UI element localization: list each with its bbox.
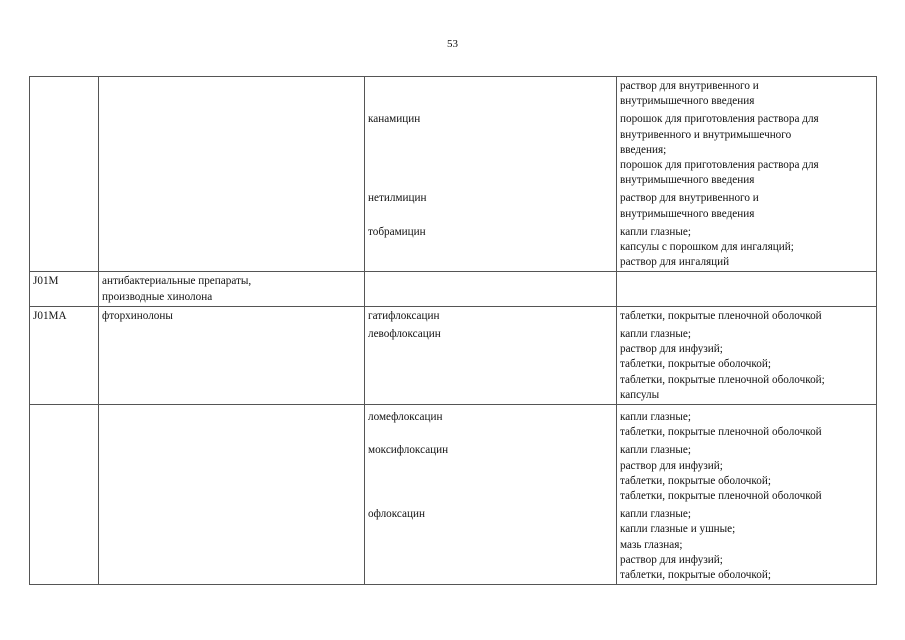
dosage-form-line: введения; [620, 143, 667, 156]
drug-name-cell: ломефлоксацин [365, 405, 617, 442]
atc-code-cell [30, 325, 99, 405]
drug-name-cell [365, 77, 617, 111]
dosage-form-line: капли глазные; [620, 225, 692, 238]
atc-code-cell [30, 223, 99, 272]
dosage-forms-cell [617, 325, 877, 405]
dosage-form-line: таблетки, покрытые пленочной оболочкой; [620, 373, 825, 386]
drug-table [29, 76, 877, 585]
dosage-form-line: порошок для приготовления раствора для [620, 113, 819, 126]
dosage-form-line: раствор для внутривенного и [620, 80, 759, 92]
drug-name-cell [365, 272, 617, 306]
dosage-form-line: раствор для инфузий; [620, 343, 723, 356]
atc-code-cell [30, 505, 99, 585]
atc-code-cell: J01M [30, 272, 99, 306]
group-name-line: производные хинолона [102, 290, 213, 303]
dosage-form-line: таблетки, покрытые пленочной оболочкой [620, 490, 822, 503]
group-name-cell [99, 272, 365, 306]
dosage-form-line: внутримышечного введения [620, 207, 755, 220]
dosage-form-line: капли глазные; [620, 444, 692, 457]
drug-name-cell: канамицин [365, 110, 617, 189]
dosage-form-line: капли глазные; [620, 411, 692, 424]
dosage-form-line: раствор для ингаляций [620, 256, 730, 269]
group-name-cell [99, 189, 365, 222]
dosage-form-line: капсулы с порошком для ингаляций; [620, 241, 794, 254]
dosage-form-line: мазь глазная; [620, 538, 683, 551]
group-name-cell [99, 306, 365, 325]
group-name-cell [99, 77, 365, 111]
group-name-cell [99, 505, 365, 585]
atc-code-cell [30, 405, 99, 442]
dosage-forms-cell [617, 77, 877, 111]
atc-code-cell [30, 441, 99, 505]
table-row [30, 77, 877, 111]
table-row [30, 110, 877, 189]
atc-code-cell: J01MA [30, 306, 99, 325]
drug-name-cell: офлоксацин [365, 505, 617, 585]
drug-name-cell: нетилмицин [365, 189, 617, 222]
dosage-forms-cell [617, 223, 877, 272]
table-row [30, 505, 877, 585]
drug-name-cell: левофлоксацин [365, 325, 617, 405]
dosage-form-line: таблетки, покрытые оболочкой; [620, 569, 771, 582]
table-row [30, 189, 877, 222]
drug-name-cell: тобрамицин [365, 223, 617, 272]
dosage-forms-cell [617, 189, 877, 222]
table-row [30, 223, 877, 272]
page-number: 53 [447, 38, 458, 50]
dosage-forms-cell [617, 110, 877, 189]
table-row [30, 325, 877, 405]
atc-code-cell [30, 189, 99, 222]
dosage-forms-cell [617, 272, 877, 306]
atc-code-cell [30, 110, 99, 189]
dosage-form-line: капсулы [620, 388, 660, 401]
table-row [30, 441, 877, 505]
table-row [30, 405, 877, 442]
dosage-form-line: раствор для инфузий; [620, 459, 723, 472]
dosage-form-line: внутримышечного введения [620, 95, 755, 108]
dosage-form-line: капли глазные и ушные; [620, 523, 736, 536]
drug-name-cell: гатифлоксацин [365, 306, 617, 325]
group-name-cell [99, 223, 365, 272]
dosage-form-line: порошок для приготовления раствора для [620, 159, 819, 172]
drug-name-cell: моксифлоксацин [365, 441, 617, 505]
dosage-form-line: капли глазные; [620, 508, 692, 521]
dosage-form-line: внутримышечного введения [620, 174, 755, 187]
group-name-cell [99, 441, 365, 505]
dosage-form-line: раствор для инфузий; [620, 553, 723, 566]
group-name-line: антибактериальные препараты, [102, 275, 252, 288]
dosage-form-line: таблетки, покрытые оболочкой; [620, 358, 771, 371]
group-name-line: фторхинолоны [102, 309, 173, 322]
atc-code-cell [30, 77, 99, 111]
dosage-forms-cell [617, 405, 877, 442]
group-name-cell [99, 405, 365, 442]
dosage-form-line: таблетки, покрытые пленочной оболочкой [620, 309, 822, 322]
table-row [30, 306, 877, 325]
dosage-forms-cell [617, 505, 877, 585]
dosage-form-line: таблетки, покрытые оболочкой; [620, 474, 771, 487]
table-row [30, 272, 877, 306]
dosage-forms-cell [617, 441, 877, 505]
dosage-form-line: таблетки, покрытые пленочной оболочкой [620, 426, 822, 439]
dosage-forms-cell [617, 306, 877, 325]
group-name-cell [99, 325, 365, 405]
dosage-form-line: внутривенного и внутримышечного [620, 128, 792, 141]
group-name-cell [99, 110, 365, 189]
dosage-form-line: раствор для внутривенного и [620, 192, 759, 205]
dosage-form-line: капли глазные; [620, 328, 692, 341]
